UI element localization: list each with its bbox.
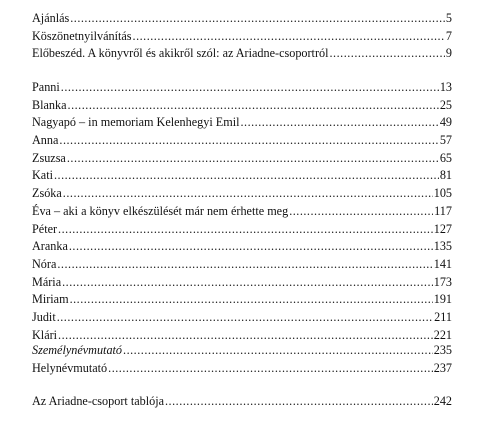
toc-entry-page: 191 [433,292,452,307]
dot-leader [63,186,433,201]
dot-leader [58,222,433,237]
toc-entry-title: Zsuzsa [32,150,66,165]
dot-leader [57,257,432,272]
toc-entry-title: Aranka [32,239,68,254]
toc-entry [32,310,452,328]
toc-entry [32,133,452,151]
dot-leader [123,343,433,358]
toc-entry-page: 57 [439,133,452,148]
dot-leader [289,204,433,219]
dot-leader [57,310,433,325]
back-matter-group [32,394,452,412]
toc-entry-dedication [32,11,452,29]
dot-leader [58,328,433,343]
toc-entry-page: 81 [439,168,452,183]
toc-entry-title: Személynévmutató [32,343,123,357]
toc-entry-page: 25 [439,97,452,112]
dot-leader [67,151,439,166]
toc-entry-place-index [32,361,452,379]
dot-leader [70,292,433,307]
toc-entry-title: Panni [32,80,60,94]
toc-entry [32,222,452,240]
toc-entry [32,80,452,98]
toc-entry-title: Előbeszéd. A könyvről és akikről szól: az Ariadne-csoportról [32,46,329,61]
toc-entry-page: 211 [434,309,452,324]
toc-entry-page: 7 [445,28,452,43]
dot-leader [54,168,439,183]
toc-entry [32,239,452,257]
toc-entry-page: 127 [433,221,452,236]
toc-entry-title: Nagyapó – in memoriam Kelenhegyi Emil [32,115,240,130]
toc-entry-page: 49 [439,115,452,130]
toc-entry-title: Miriam [32,292,69,307]
dot-leader [69,239,433,254]
toc-entry-page: 135 [433,239,452,254]
toc-entry-title: Az Ariadne-csoport tablója [32,394,164,408]
toc-entry-title: Mária [32,274,62,289]
toc-entry-page: 141 [433,256,452,271]
dot-leader [240,115,438,130]
toc-entry-title: Péter [32,221,58,236]
toc-entry-title: Kati [32,168,53,183]
dot-leader [68,98,439,113]
chapters-group [32,80,452,345]
dot-leader [70,11,445,26]
dot-leader [108,361,433,376]
toc-entry-page: 237 [433,360,452,375]
toc-entry-page: 242 [433,394,452,408]
toc-entry-title: Nóra [32,256,57,271]
toc-entry [32,292,452,310]
toc-entry-page: 221 [433,327,452,342]
toc-entry-page: 235 [433,343,452,357]
toc-entry-title: Judit [32,309,56,324]
toc-entry-title: Klári [32,327,58,342]
toc-entry [32,186,452,204]
toc-entry-title: Zsóka [32,186,62,201]
toc-entry [32,204,452,222]
dot-leader [62,275,433,290]
toc-entry [32,115,452,133]
toc-entry [32,275,452,293]
toc-entry-title: Éva – aki a könyv elkészülését már nem érhette meg [32,203,289,218]
toc-entry-page: 65 [439,150,452,165]
toc-entry-title: Köszönetnyilvánítás [32,28,132,43]
dot-leader [165,394,433,409]
toc-entry-person-index [32,343,452,361]
front-matter-group [32,11,452,64]
toc-entry-page: 13 [439,80,452,94]
toc-entry [32,257,452,275]
toc-entry [32,151,452,169]
toc-entry-title: Helynévmutató [32,360,108,375]
dot-leader [61,80,439,95]
toc-entry-page: 173 [433,274,452,289]
toc-entry-title: Blanka [32,97,67,112]
toc-entry-page: 5 [445,11,452,25]
dot-leader [330,46,445,61]
toc-entry [32,168,452,186]
toc-entry [32,98,452,116]
toc-entry-preface [32,46,452,64]
toc-entry-page: 9 [445,46,452,61]
toc-entry-page: 117 [434,203,452,218]
dot-leader [133,29,445,44]
indexes-group [32,343,452,378]
toc-entry-page: 105 [433,186,452,201]
toc-entry-group-portrait [32,394,452,412]
toc-entry-acknowledgements [32,29,452,47]
toc-entry-title: Ajánlás [32,11,70,25]
toc-entry-title: Anna [32,133,59,148]
dot-leader [59,133,438,148]
